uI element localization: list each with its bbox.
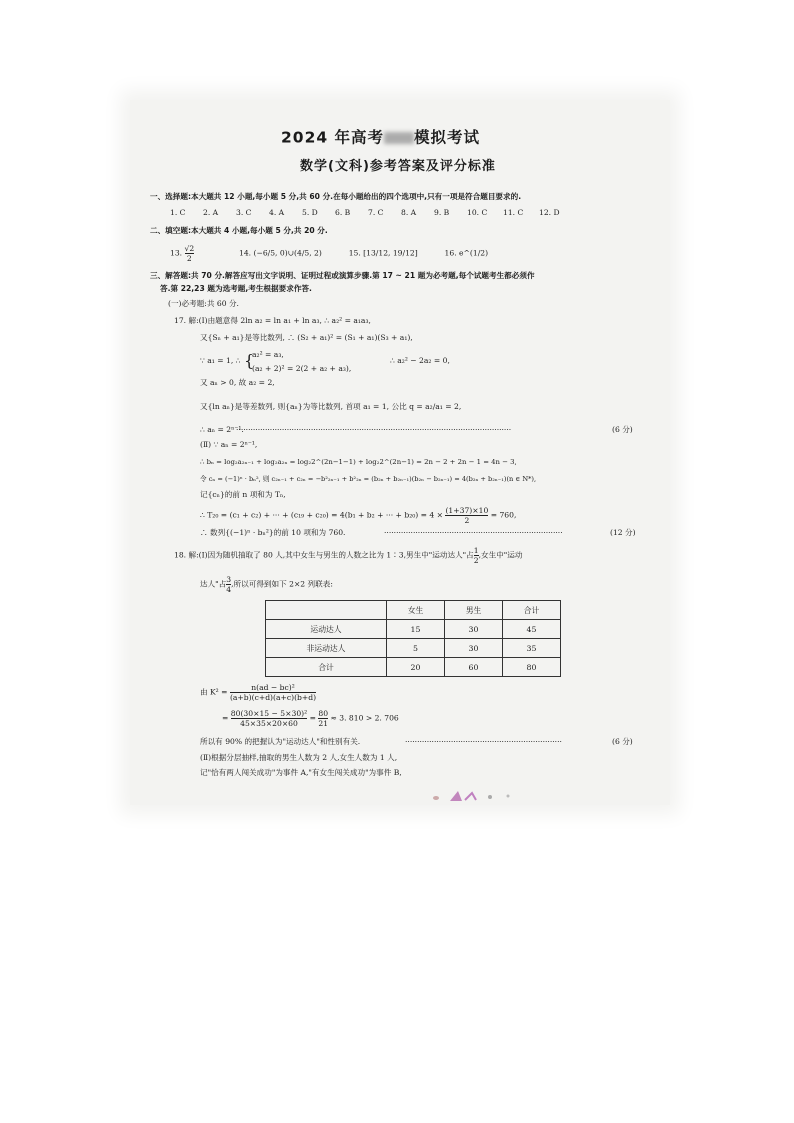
q17-line2: 又{Sₙ + a₁}是等比数列, ∴ (S₂ + a₁)² = (S₁ + a₁)(S₃ + a₁), — [200, 333, 413, 342]
q18-line5: 记"恰有两人闯关成功"为事件 A,"有女生闯关成功"为事件 B, — [200, 768, 402, 777]
table-row — [266, 620, 561, 639]
q17-line3-result: ∴ a₂² − 2a₂ = 0, — [390, 356, 450, 365]
section3-heading-line1: 三、解答题:共 70 分.解答应写出文字说明、证明过程或演算步骤.第 17 ~ 21 题为必考题,每个试题考生都必须作 — [150, 271, 535, 280]
answer-13-fraction — [185, 244, 195, 263]
answer-13-numerator: √2 — [184, 244, 195, 253]
q18-line2-text: 达人"占 — [200, 579, 227, 589]
q17-line8: ∴ bₙ = log₂a₂ₙ₋₁ + log₂a₂ₙ = log₂2^(2n−1−1) + log₂2^(2n−1) = 2n − 2 + 2n − 1 = 4n − 3, — [200, 458, 517, 466]
q18-k2-computation: = $\frac{\text{80(30×15 − 5×30)²}}{45\times 35\times 20\times 60}$ = $\frac{80}{21}$ ≈ 3. 810 > 2. 706 — [222, 709, 399, 728]
answer-11: 11. C — [503, 208, 524, 217]
fraction-denominator: 2 — [473, 556, 479, 565]
ink-smudge — [430, 789, 520, 803]
k2-computation-numerator: 80(30×15 − 5×30)² — [230, 709, 308, 718]
answer-10: 10. C — [467, 208, 488, 217]
answer-9: 9. B — [434, 208, 450, 217]
q18-line3: 所以有 90% 的把握认为"运动达人"和性别有关. — [200, 737, 361, 746]
q18-k2-formula — [200, 683, 316, 702]
answer-13-denominator: 2 — [186, 254, 192, 263]
fraction-numerator: 3 — [226, 575, 232, 584]
section3-subheading: (一)必考题:共 60 分. — [168, 299, 239, 308]
answer-13: 13. — [170, 248, 183, 258]
fraction-numerator: 1 — [473, 546, 479, 555]
q18-line1 — [174, 546, 522, 565]
section2-answers — [170, 244, 488, 263]
contingency-table — [265, 600, 561, 677]
title-suffix: 模拟考试 — [414, 128, 481, 147]
brace-icon: { — [244, 351, 255, 370]
q17-line10: 记{cₙ}的前 n 项和为 Tₙ, — [200, 490, 286, 499]
exam-title — [281, 128, 481, 147]
k2-label: 由 K² = — [200, 687, 228, 697]
leader-dots: ·················································································································· — [236, 425, 512, 434]
answer-7: 7. C — [368, 208, 384, 217]
table-header-cell: 女生 — [387, 601, 445, 620]
k2-formula-fraction — [230, 683, 316, 702]
q17-score12: (12 分) — [610, 528, 636, 537]
q17-line4: 又 aₙ > 0, 故 a₂ = 2, — [200, 378, 275, 387]
answer-4: 4. A — [269, 208, 285, 217]
answer-16: 16. e^(1/2) — [444, 248, 489, 258]
table-cell: 20 — [387, 658, 445, 677]
section1-heading: 一、选择题:本大题共 12 小题,每小题 5 分,共 60 分.在每小题给出的四个选项中,只有一项是符合题目要求的. — [150, 192, 522, 201]
q17-sum-denominator: 2 — [464, 516, 470, 525]
q18-score6: (6 分) — [612, 737, 633, 746]
q18-line2-tail: ,所以可得到如下 2×2 列联表: — [231, 579, 333, 589]
section2-heading: 二、填空题:本大题共 4 小题,每小题 5 分,共 20 分. — [150, 226, 328, 235]
table-header-cell: 男生 — [445, 601, 503, 620]
answer-6: 6. B — [335, 208, 351, 217]
leader-dots: ································································· — [405, 737, 562, 746]
leader-dots: ·········································································· — [384, 528, 563, 537]
answer-15: 15. [13/12, 19/12] — [348, 248, 418, 258]
answer-14: 14. (−6/5, 0)∪(4/5, 2) — [239, 248, 322, 258]
q17-line9: 令 cₙ = (−1)ⁿ · bₙ², 则 c₂ₙ₋₁ + c₂ₙ = −b²₂ₙ₋₁ + b²₂ₙ = (b₂ₙ + b₂ₙ₋₁)(b₂ₙ − b₂ₙ₋₁) = 4(b₂ₙ + b₂ₙ₋₁)(n ∈ N*), — [200, 475, 537, 483]
q17-system-eq1: a₂² = a₃, — [252, 350, 284, 359]
table-header-cell: 合计 — [503, 601, 561, 620]
answer-8: 8. A — [401, 208, 417, 217]
q18-line4: (Ⅱ)根据分层抽样,抽取的男生人数为 2 人,女生人数为 1 人, — [200, 753, 398, 762]
table-cell: 30 — [445, 639, 503, 658]
table-cell: 45 — [503, 620, 561, 639]
table-cell: 5 — [387, 639, 445, 658]
q18-line2 — [200, 575, 333, 594]
q17-line6: ∴ aₙ = 2ⁿ⁻¹. — [200, 425, 244, 434]
exam-subtitle: 数学(文科)参考答案及评分标准 — [300, 159, 496, 174]
table-cell: 35 — [503, 639, 561, 658]
q17-line3-given: ∵ a₁ = 1, ∴ — [200, 356, 241, 365]
q17-sum-expression: ∴ T₂₀ = (c₁ + c₂) + ··· + (c₁₉ + c₂₀) = 4(b₁ + b₂ + ··· + b₂₀) = 4 × — [200, 510, 444, 520]
answer-2: 2. A — [203, 208, 219, 217]
q17-sum-numerator: (1+37)×10 — [445, 506, 489, 515]
table-cell: 80 — [503, 658, 561, 677]
table-cell: 60 — [445, 658, 503, 677]
k2-value-denominator: 21 — [318, 719, 329, 728]
table-cell: 运动达人 — [266, 620, 387, 639]
q17-line12: ∴ 数列{(−1)ⁿ · bₙ²}的前 10 项和为 760. — [200, 528, 346, 537]
q17-system-eq2: (a₂ + 2)² = 2(2 + a₂ + a₃), — [252, 364, 352, 373]
equals-sign: = — [309, 713, 316, 723]
table-header-row — [266, 601, 561, 620]
title-prefix: 2024 年高考 — [281, 128, 385, 147]
answer-5: 5. D — [302, 208, 318, 217]
q17-line11 — [200, 506, 516, 525]
fraction-denominator: 4 — [226, 585, 232, 594]
table-header-cell — [266, 601, 387, 620]
q17-score6: (6 分) — [612, 425, 633, 434]
q17-line7: (Ⅱ) ∵ aₙ = 2ⁿ⁻¹, — [200, 440, 258, 449]
table-cell: 30 — [445, 620, 503, 639]
k2-formula-numerator: n(ad − bc)² — [230, 683, 316, 693]
q18-line1-tail: ,女生中"运动 — [478, 550, 523, 560]
q17-line1: 17. 解:(Ⅰ)由题意得 2ln a₂ = ln a₁ + ln a₃, ∴ a₂² = a₁a₃, — [174, 316, 371, 325]
k2-value-numerator: 80 — [318, 709, 329, 718]
redacted-region — [384, 132, 414, 144]
table-row — [266, 639, 561, 658]
k2-value-result: ≈ 3. 810 > 2. 706 — [330, 713, 399, 723]
section3-heading-line2: 答.第 22,23 题为选考题,考生根据要求作答. — [160, 284, 312, 293]
q17-sum-fraction — [445, 506, 488, 525]
answer-1: 1. C — [170, 208, 186, 217]
answer-12: 12. D — [539, 208, 560, 217]
answer-3: 3. C — [236, 208, 252, 217]
k2-computation-denominator: 45×35×20×60 — [240, 719, 298, 728]
q18-line1-text: 18. 解:(Ⅰ)因为随机抽取了 80 人,其中女生与男生的人数之比为 1∶3,男生中"运动达人"占 — [174, 550, 474, 560]
q17-sum-result: = 760, — [490, 510, 517, 520]
table-row — [266, 658, 561, 677]
k2-computation-fraction — [231, 709, 307, 728]
table-cell: 非运动达人 — [266, 639, 387, 658]
section1-answers — [170, 208, 575, 218]
k2-value-fraction — [318, 709, 328, 728]
table-cell: 15 — [387, 620, 445, 639]
q17-line5: 又{ln aₙ}是等差数列, 则{aₙ}为等比数列, 首项 a₁ = 1, 公比 q = a₂/a₁ = 2, — [200, 402, 462, 411]
k2-formula-denominator: (a+b)(c+d)(a+c)(b+d) — [229, 693, 317, 702]
table-cell: 合计 — [266, 658, 387, 677]
